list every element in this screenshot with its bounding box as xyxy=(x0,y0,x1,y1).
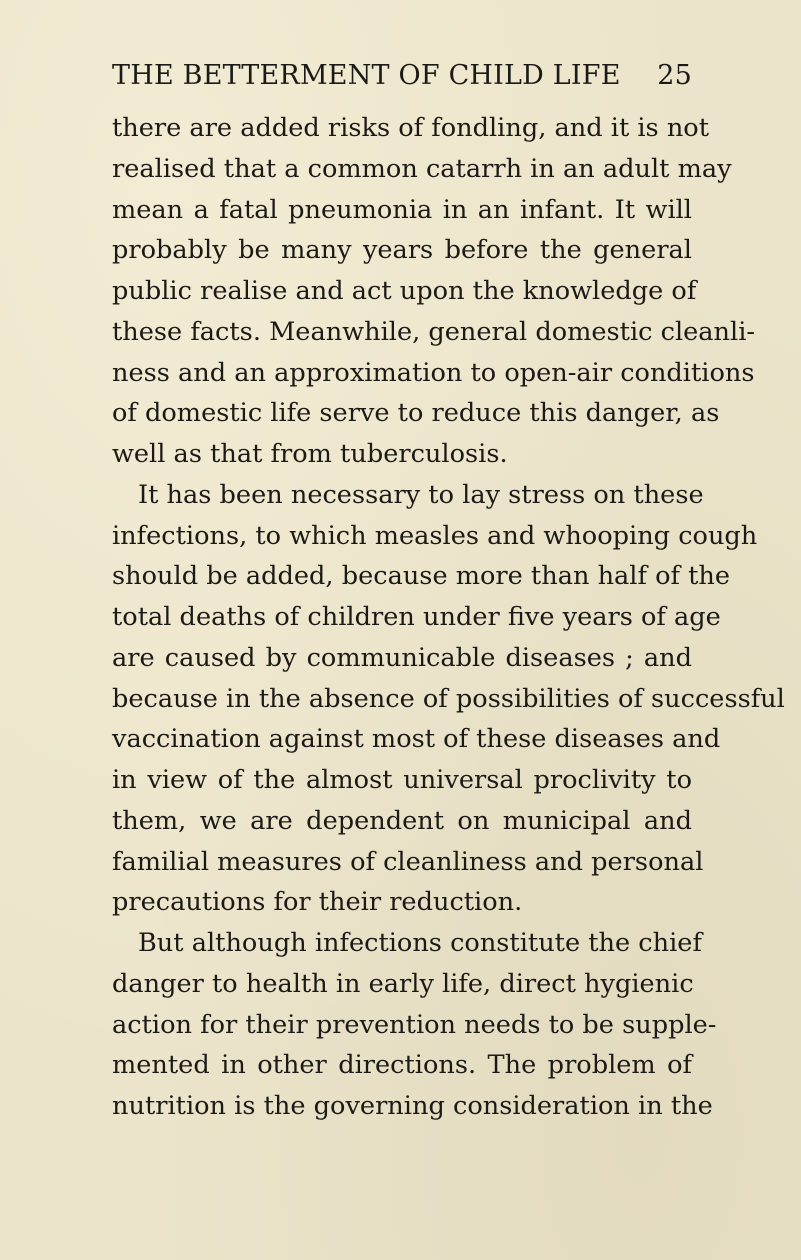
text-line: danger to health in early life, direct hygienic xyxy=(112,968,694,999)
running-head-title: THE BETTERMENT OF CHILD LIFE xyxy=(112,60,621,91)
text-line: vaccination against most of these diseases and xyxy=(112,724,721,755)
text-line: mean a fatal pneumonia in an infant. It will xyxy=(112,194,692,225)
body-text xyxy=(112,108,785,1127)
page-number: 25 xyxy=(657,60,692,91)
text-line: these facts. Meanwhile, general domestic cleanli- xyxy=(112,316,756,347)
text-line: in view of the almost universal proclivity to xyxy=(112,765,692,795)
text-line: action for their prevention needs to be supple- xyxy=(112,1009,717,1040)
text-line: nutrition is the governing consideration in the xyxy=(112,1091,713,1121)
text-line: It has been necessary to lay stress on these xyxy=(138,479,704,510)
text-line: familial measures of cleanliness and personal xyxy=(112,846,704,877)
text-line: should be added, because more than half of the xyxy=(112,561,731,592)
text-line: ness and an approximation to open-air conditions xyxy=(112,357,755,388)
text-line: realised that a common catarrh in an adult may xyxy=(112,153,732,184)
text-line: there are added risks of fondling, and it is not xyxy=(112,113,710,143)
text-line: But although infections constitute the chief xyxy=(138,928,702,958)
text-line: are caused by communicable diseases ; and xyxy=(112,642,692,673)
text-line: public realise and act upon the knowledge of xyxy=(112,276,697,306)
text-line: mented in other directions. The problem of xyxy=(112,1050,692,1081)
text-line: probably be many years before the general xyxy=(112,235,692,266)
running-head xyxy=(112,56,692,96)
text-line: because in the absence of possibilities of successful xyxy=(112,683,785,714)
text-line: them, we are dependent on municipal and xyxy=(112,805,692,836)
text-line: infections, to which measles and whooping cough xyxy=(112,520,758,551)
text-line: well as that from tuberculosis. xyxy=(112,439,508,469)
text-line: of domestic life serve to reduce this danger, as xyxy=(112,398,720,429)
text-line: total deaths of children under five years of age xyxy=(112,602,721,632)
text-line: precautions for their reduction. xyxy=(112,887,523,918)
